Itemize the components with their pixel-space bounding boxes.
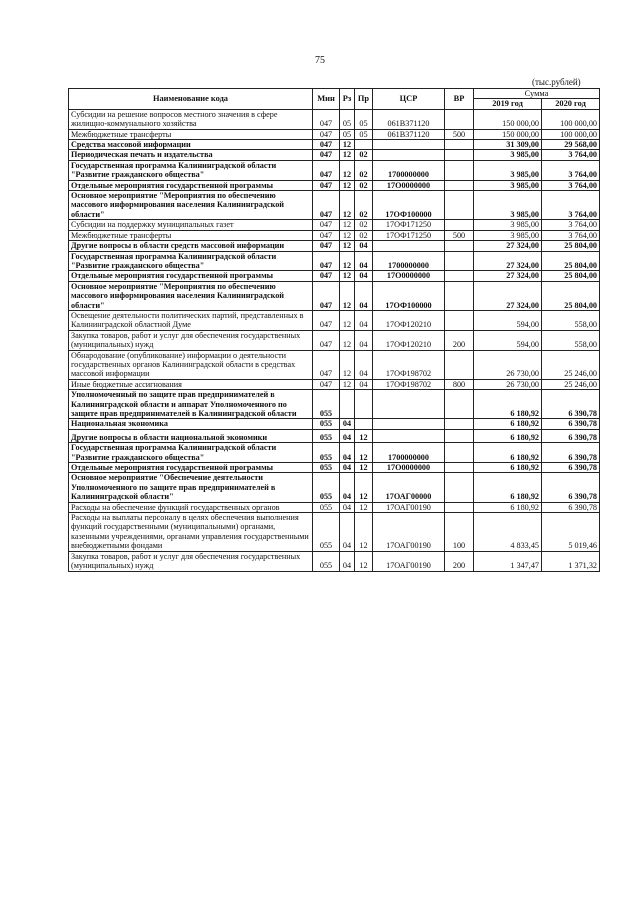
cell-2019: 1 347,47 — [474, 551, 542, 571]
cell-name: Другие вопросы в области национальной экономики — [69, 429, 313, 442]
cell-min: 047 — [313, 109, 340, 129]
cell-2019: 3 985,00 — [474, 180, 542, 190]
cell-vr: 500 — [445, 129, 474, 139]
cell-2020: 6 390,78 — [542, 390, 600, 419]
cell-pr: 04 — [355, 350, 373, 379]
cell-name: Освещение деятельности политических партий, представленных в Калининградской областной Думе — [69, 310, 313, 330]
cell-pr: 02 — [355, 220, 373, 230]
table-row — [69, 271, 600, 281]
cell-pr: 12 — [355, 551, 373, 571]
cell-vr — [445, 281, 474, 310]
cell-vr — [445, 463, 474, 473]
cell-name: Отдельные мероприятия государственной программы — [69, 271, 313, 281]
cell-csr: 061В371120 — [373, 129, 445, 139]
cell-2020: 25 246,00 — [542, 350, 600, 379]
cell-rz: 12 — [340, 251, 355, 271]
cell-vr — [445, 390, 474, 419]
cell-min: 047 — [313, 379, 340, 389]
cell-2020: 3 764,00 — [542, 220, 600, 230]
cell-vr — [445, 160, 474, 180]
table-row — [69, 140, 600, 150]
cell-csr — [373, 429, 445, 442]
cell-vr — [445, 429, 474, 442]
table-row — [69, 129, 600, 139]
cell-min: 055 — [313, 463, 340, 473]
cell-2019: 150 000,00 — [474, 109, 542, 129]
cell-min: 047 — [313, 350, 340, 379]
cell-min: 047 — [313, 241, 340, 251]
cell-rz: 12 — [340, 281, 355, 310]
cell-2019: 31 309,00 — [474, 140, 542, 150]
cell-rz: 12 — [340, 150, 355, 160]
cell-name: Расходы на выплаты персоналу в целях обеспечения выполнения функций государственными (муниципальными) органами, казенными учреждениями, органами управления государственными внебюджетными фондами — [69, 513, 313, 552]
cell-csr: 17ОФ120210 — [373, 330, 445, 350]
cell-pr: 02 — [355, 191, 373, 220]
cell-2020: 6 390,78 — [542, 443, 600, 463]
cell-csr: 17ОФ120210 — [373, 310, 445, 330]
cell-pr: 05 — [355, 109, 373, 129]
cell-rz: 04 — [340, 551, 355, 571]
cell-name: Субсидии на решение вопросов местного значения в сфере жилищно-коммунального хозяйства — [69, 109, 313, 129]
cell-2020: 6 390,78 — [542, 419, 600, 429]
cell-name: Субсидии на поддержку муниципальных газет — [69, 220, 313, 230]
cell-csr: 17ОФ198702 — [373, 379, 445, 389]
table-row — [69, 350, 600, 379]
cell-vr — [445, 443, 474, 463]
table-row — [69, 180, 600, 190]
cell-pr: 12 — [355, 443, 373, 463]
header-min: Мин — [313, 89, 340, 110]
cell-2019: 6 180,92 — [474, 502, 542, 512]
table-row — [69, 390, 600, 419]
cell-rz: 05 — [340, 129, 355, 139]
cell-name: Расходы на обеспечение функций государственных органов — [69, 502, 313, 512]
cell-min: 047 — [313, 251, 340, 271]
cell-csr: 17О0000000 — [373, 180, 445, 190]
cell-min: 047 — [313, 160, 340, 180]
cell-vr — [445, 191, 474, 220]
cell-2019: 3 985,00 — [474, 150, 542, 160]
units-label: (тыс.рублей) — [532, 77, 581, 87]
cell-vr: 100 — [445, 513, 474, 552]
cell-min: 047 — [313, 220, 340, 230]
cell-pr: 02 — [355, 180, 373, 190]
cell-min: 055 — [313, 429, 340, 442]
table-row — [69, 191, 600, 220]
cell-pr: 02 — [355, 160, 373, 180]
cell-name: Государственная программа Калининградской области "Развитие гражданского общества" — [69, 443, 313, 463]
page-number: 75 — [315, 55, 325, 66]
budget-table — [68, 88, 600, 572]
cell-csr: 17ОАГ00190 — [373, 513, 445, 552]
cell-2020: 100 000,00 — [542, 129, 600, 139]
cell-2019: 6 180,92 — [474, 390, 542, 419]
cell-rz: 12 — [340, 160, 355, 180]
cell-2020: 558,00 — [542, 310, 600, 330]
cell-2019: 594,00 — [474, 330, 542, 350]
cell-name: Основное мероприятие "Мероприятия по обеспечению массового информирования населения Калининградской области" — [69, 191, 313, 220]
cell-rz: 12 — [340, 220, 355, 230]
cell-pr — [355, 140, 373, 150]
cell-min: 047 — [313, 310, 340, 330]
header-name: Наименование кода — [69, 89, 313, 110]
cell-2019: 3 985,00 — [474, 191, 542, 220]
cell-vr — [445, 473, 474, 502]
cell-2020: 3 764,00 — [542, 191, 600, 220]
cell-csr: 17ОФ100000 — [373, 281, 445, 310]
cell-min: 055 — [313, 551, 340, 571]
cell-rz: 12 — [340, 140, 355, 150]
cell-pr — [355, 390, 373, 419]
cell-vr — [445, 150, 474, 160]
cell-pr: 02 — [355, 230, 373, 240]
cell-min: 047 — [313, 191, 340, 220]
cell-vr — [445, 502, 474, 512]
table-row — [69, 230, 600, 240]
cell-2019: 4 833,45 — [474, 513, 542, 552]
cell-rz: 12 — [340, 180, 355, 190]
cell-pr: 12 — [355, 502, 373, 512]
cell-2019: 27 324,00 — [474, 251, 542, 271]
cell-name: Уполномоченный по защите прав предпринимателей в Калининградской области и аппарат Уполномоченного по защите прав предпринимателей в Калининградской области — [69, 390, 313, 419]
cell-2020: 25 804,00 — [542, 251, 600, 271]
cell-csr — [373, 140, 445, 150]
cell-name: Закупка товаров, работ и услуг для обеспечения государственных (муниципальных) нужд — [69, 551, 313, 571]
cell-rz: 04 — [340, 513, 355, 552]
cell-vr — [445, 140, 474, 150]
cell-csr: 17ОФ171250 — [373, 220, 445, 230]
cell-vr — [445, 419, 474, 429]
cell-2019: 6 180,92 — [474, 443, 542, 463]
cell-2019: 26 730,00 — [474, 350, 542, 379]
cell-pr: 04 — [355, 330, 373, 350]
cell-min: 047 — [313, 129, 340, 139]
cell-min: 055 — [313, 390, 340, 419]
header-vr: ВР — [445, 89, 474, 110]
cell-name: Другие вопросы в области средств массовой информации — [69, 241, 313, 251]
cell-2020: 3 764,00 — [542, 180, 600, 190]
cell-name: Межбюджетные трансферты — [69, 230, 313, 240]
cell-csr: 17ОФ171250 — [373, 230, 445, 240]
table-row — [69, 463, 600, 473]
cell-pr: 05 — [355, 129, 373, 139]
table-row — [69, 109, 600, 129]
table-row — [69, 241, 600, 251]
cell-rz: 04 — [340, 419, 355, 429]
cell-csr — [373, 390, 445, 419]
cell-min: 055 — [313, 513, 340, 552]
cell-rz: 04 — [340, 443, 355, 463]
cell-min: 047 — [313, 281, 340, 310]
cell-2020: 25 804,00 — [542, 271, 600, 281]
cell-2019: 3 985,00 — [474, 160, 542, 180]
cell-csr: 17ОФ100000 — [373, 191, 445, 220]
table-row — [69, 160, 600, 180]
cell-pr: 04 — [355, 281, 373, 310]
cell-2019: 6 180,92 — [474, 463, 542, 473]
cell-csr: 17ОАГ00000 — [373, 473, 445, 502]
table-row — [69, 473, 600, 502]
cell-2020: 3 764,00 — [542, 160, 600, 180]
cell-rz: 12 — [340, 191, 355, 220]
header-sum: Сумма — [474, 89, 600, 99]
table-row — [69, 220, 600, 230]
cell-vr — [445, 310, 474, 330]
cell-min: 055 — [313, 502, 340, 512]
cell-2019: 6 180,92 — [474, 419, 542, 429]
cell-vr: 200 — [445, 551, 474, 571]
cell-rz: 04 — [340, 473, 355, 502]
cell-vr — [445, 350, 474, 379]
cell-rz: 04 — [340, 502, 355, 512]
cell-csr: 1700000000 — [373, 251, 445, 271]
cell-vr: 500 — [445, 230, 474, 240]
cell-2019: 3 985,00 — [474, 230, 542, 240]
cell-rz: 05 — [340, 109, 355, 129]
cell-csr: 1700000000 — [373, 160, 445, 180]
cell-rz: 12 — [340, 330, 355, 350]
cell-vr — [445, 180, 474, 190]
cell-2020: 5 019,46 — [542, 513, 600, 552]
table-row — [69, 551, 600, 571]
cell-csr: 17ОФ198702 — [373, 350, 445, 379]
cell-rz: 12 — [340, 241, 355, 251]
cell-vr — [445, 251, 474, 271]
table-body — [69, 109, 600, 571]
cell-rz: 12 — [340, 230, 355, 240]
cell-csr — [373, 241, 445, 251]
cell-pr: 12 — [355, 473, 373, 502]
cell-csr: 17ОАГ00190 — [373, 551, 445, 571]
cell-2020: 6 390,78 — [542, 429, 600, 442]
cell-min: 047 — [313, 150, 340, 160]
cell-2020: 25 246,00 — [542, 379, 600, 389]
cell-2019: 27 324,00 — [474, 271, 542, 281]
cell-vr: 800 — [445, 379, 474, 389]
cell-min: 055 — [313, 443, 340, 463]
cell-2020: 3 764,00 — [542, 150, 600, 160]
table-row — [69, 429, 600, 442]
cell-min: 047 — [313, 271, 340, 281]
cell-csr: 17О0000000 — [373, 271, 445, 281]
header-2020: 2020 год — [542, 99, 600, 109]
cell-pr: 12 — [355, 429, 373, 442]
cell-rz — [340, 390, 355, 419]
cell-name: Иные бюджетные ассигнования — [69, 379, 313, 389]
header-rz: Рз — [340, 89, 355, 110]
cell-2020: 29 568,00 — [542, 140, 600, 150]
cell-min: 047 — [313, 230, 340, 240]
cell-csr: 17ОАГ00190 — [373, 502, 445, 512]
cell-name: Отдельные мероприятия государственной программы — [69, 463, 313, 473]
cell-min: 047 — [313, 140, 340, 150]
cell-name: Государственная программа Калининградской области "Развитие гражданского общества" — [69, 251, 313, 271]
cell-2019: 27 324,00 — [474, 241, 542, 251]
cell-csr — [373, 150, 445, 160]
cell-2020: 1 371,32 — [542, 551, 600, 571]
cell-2020: 100 000,00 — [542, 109, 600, 129]
cell-name: Средства массовой информации — [69, 140, 313, 150]
cell-vr — [445, 241, 474, 251]
cell-2020: 6 390,78 — [542, 473, 600, 502]
cell-2020: 558,00 — [542, 330, 600, 350]
cell-name: Обнародование (опубликование) информации о деятельности государственных органов Калининградской области в средствах массовой информации — [69, 350, 313, 379]
cell-rz: 04 — [340, 429, 355, 442]
cell-2020: 25 804,00 — [542, 281, 600, 310]
cell-name: Закупка товаров, работ и услуг для обеспечения государственных (муниципальных) нужд — [69, 330, 313, 350]
cell-name: Отдельные мероприятия государственной программы — [69, 180, 313, 190]
table-row — [69, 310, 600, 330]
cell-2020: 6 390,78 — [542, 502, 600, 512]
header-row-top — [69, 89, 600, 99]
cell-2019: 150 000,00 — [474, 129, 542, 139]
cell-2019: 6 180,92 — [474, 429, 542, 442]
cell-2019: 594,00 — [474, 310, 542, 330]
cell-2019: 27 324,00 — [474, 281, 542, 310]
cell-name: Национальная экономика — [69, 419, 313, 429]
cell-pr — [355, 419, 373, 429]
cell-vr — [445, 220, 474, 230]
cell-csr: 17О0000000 — [373, 463, 445, 473]
cell-pr: 04 — [355, 271, 373, 281]
cell-csr — [373, 419, 445, 429]
cell-vr — [445, 109, 474, 129]
table-row — [69, 443, 600, 463]
cell-vr: 200 — [445, 330, 474, 350]
cell-vr — [445, 271, 474, 281]
cell-pr: 02 — [355, 150, 373, 160]
table-row — [69, 251, 600, 271]
cell-name: Государственная программа Калининградской области "Развитие гражданского общества" — [69, 160, 313, 180]
cell-2020: 25 804,00 — [542, 241, 600, 251]
cell-name: Основное мероприятие "Мероприятия по обеспечению массового информирования населения Калининградской области" — [69, 281, 313, 310]
cell-name: Периодическая печать и издательства — [69, 150, 313, 160]
cell-name: Межбюджетные трансферты — [69, 129, 313, 139]
cell-pr: 12 — [355, 463, 373, 473]
cell-2019: 3 985,00 — [474, 220, 542, 230]
header-pr: Пр — [355, 89, 373, 110]
cell-csr: 1700000000 — [373, 443, 445, 463]
header-csr: ЦСР — [373, 89, 445, 110]
cell-rz: 12 — [340, 379, 355, 389]
table-row — [69, 419, 600, 429]
cell-rz: 12 — [340, 350, 355, 379]
cell-pr: 12 — [355, 513, 373, 552]
table-row — [69, 513, 600, 552]
cell-csr: 061В371120 — [373, 109, 445, 129]
table-row — [69, 281, 600, 310]
cell-min: 055 — [313, 419, 340, 429]
cell-pr: 04 — [355, 241, 373, 251]
cell-min: 055 — [313, 473, 340, 502]
cell-rz: 12 — [340, 310, 355, 330]
cell-2019: 6 180,92 — [474, 473, 542, 502]
cell-2020: 6 390,78 — [542, 463, 600, 473]
cell-name: Основное мероприятие "Обеспечение деятельности Уполномоченного по защите прав предпринимателей в Калининградской области" — [69, 473, 313, 502]
table-row — [69, 502, 600, 512]
cell-min: 047 — [313, 330, 340, 350]
table-row — [69, 150, 600, 160]
table-row — [69, 379, 600, 389]
cell-pr: 04 — [355, 379, 373, 389]
cell-rz: 04 — [340, 463, 355, 473]
cell-pr: 04 — [355, 251, 373, 271]
cell-min: 047 — [313, 180, 340, 190]
header-2019: 2019 год — [474, 99, 542, 109]
cell-2019: 26 730,00 — [474, 379, 542, 389]
cell-2020: 3 764,00 — [542, 230, 600, 240]
table-row — [69, 330, 600, 350]
cell-rz: 12 — [340, 271, 355, 281]
cell-pr: 04 — [355, 310, 373, 330]
